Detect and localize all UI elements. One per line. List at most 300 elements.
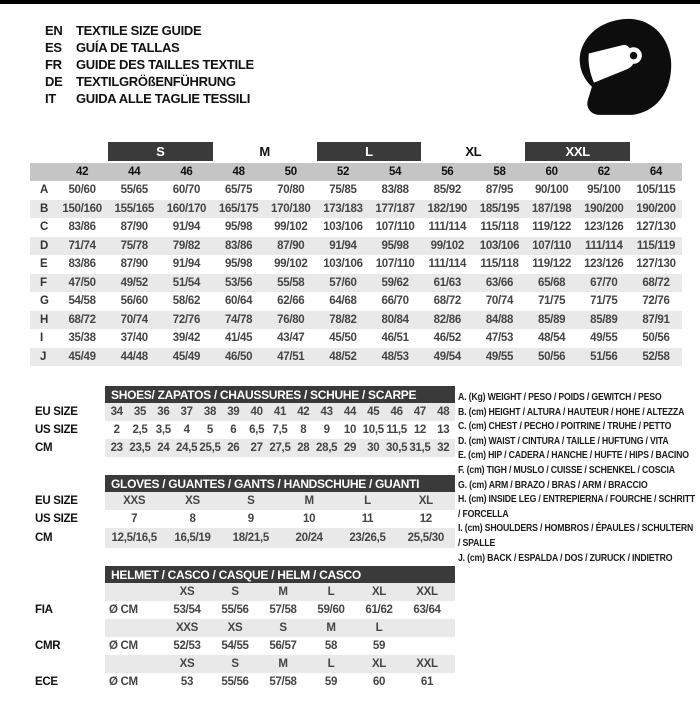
size-cell: 170/180 [271,202,311,215]
shoe-cm: 29 [343,442,357,454]
size-cell: 39/42 [172,332,201,345]
shoe-eu-size: 35 [133,406,147,418]
measurement-legend [458,391,698,566]
helmet-cm: 61/62 [365,604,393,616]
size-cell: 173/183 [323,202,363,215]
glove-size: L [364,495,371,507]
size-table-row-H [30,311,682,330]
eu-size-label: EU SIZE [35,495,78,507]
helmet-size: L [327,586,335,598]
size-cell: 44/48 [120,350,148,363]
shoe-us-size: 2,5 [132,424,148,436]
cmr-sizes-row [35,619,455,637]
lang-title: GUIDA ALLE TAGLIE TESSILI [76,91,251,106]
size-cell: 50/56 [642,332,670,345]
helmet-size: XXL [416,658,438,670]
numeric-size: 64 [649,166,663,178]
helmet-size: S [231,658,239,670]
glove-size: XS [185,495,200,507]
gloves-eu-row [35,492,455,510]
glove-cm: 25,5/30 [407,532,444,544]
shoe-cm: 30,5 [386,442,408,454]
size-cell: 71/74 [68,239,96,252]
row-label: I [40,332,43,345]
numeric-size: 44 [128,166,141,178]
size-cell: 177/187 [375,202,415,215]
lang-code: DE [45,74,63,89]
size-cell: 95/98 [381,239,409,252]
size-table-row-G [30,292,682,311]
size-cell: 165/175 [218,202,259,215]
size-cell: 45/49 [172,350,201,363]
shoe-eu-size: 47 [413,406,427,418]
numeric-size: 60 [545,166,558,178]
helmet-cm: 54/55 [221,640,249,652]
lang-title: TEXTILE SIZE GUIDE [76,23,202,38]
shoe-cm: 23 [110,442,123,454]
shoe-cm: 28,5 [316,442,338,454]
glove-us-size: 12 [419,513,432,525]
size-cell: 115/118 [480,258,519,271]
glove-size: M [304,495,314,507]
size-cell: 47/53 [485,332,514,345]
shoe-eu-size: 42 [297,406,310,418]
legend-item: F. (cm) TIGH / MUSLO / CUISSE / SCHENKEL / COSCIA [458,464,675,476]
size-cell: 84/88 [485,313,514,326]
shoe-us-size: 6,5 [249,424,265,436]
size-cell: 50/56 [537,350,566,363]
size-cell: 127/130 [636,258,676,271]
size-cell: 150/160 [62,202,102,215]
size-cell: 85/89 [537,313,566,326]
glove-us-size: 9 [247,513,254,525]
size-cell: 48/54 [537,332,566,345]
helmet-size: L [327,658,335,670]
legend-item: A. (Kg) WEIGHT / PESO / POIDS / GEWITCH / PESO [458,392,662,403]
shoe-cm: 27,5 [269,442,291,454]
size-cell: 41/45 [224,332,253,345]
glove-cm: 16,5/19 [174,532,211,544]
shoe-us-size: 2 [113,424,120,436]
shoe-us-size: 4 [183,424,190,436]
size-table-row-I [30,329,682,348]
glove-us-size: 7 [131,513,138,525]
gloves-section [35,475,455,548]
size-cell: 182/190 [427,202,468,215]
size-cell: 91/94 [329,239,357,252]
size-cell: 85/89 [590,313,618,326]
numeric-size: 54 [389,166,402,178]
shoe-eu-size: 38 [203,406,217,418]
size-cell: 103/106 [479,239,520,252]
helmet-cm: 53/54 [173,604,201,616]
size-cell: 105/115 [636,184,676,197]
helmet-size: S [279,622,287,634]
helmet-cm: 61 [420,676,434,688]
size-cell: 115/118 [480,221,519,234]
size-cell: 57/60 [329,276,357,289]
numeric-size-header [30,163,682,181]
row-label: A [40,184,49,197]
numeric-size: 58 [493,166,506,178]
size-cell: 95/98 [224,221,253,234]
helmet-cm: 60 [372,676,386,688]
legend-item: D. (cm) WAIST / CINTURA / TAILLE / HÜFTUNG / VITA [458,435,669,447]
size-cell: 75/78 [120,239,148,252]
shoe-us-size: 11,5 [386,424,407,436]
numeric-size: 52 [336,166,350,178]
shoe-us-size: 7,5 [272,424,288,436]
size-cell: 87/90 [277,239,305,252]
helmet-size: M [326,622,336,634]
size-cell: 74/78 [224,313,253,326]
size-cell: 78/82 [329,313,357,326]
glove-us-size: 11 [361,513,374,525]
col-64-spacer [630,142,682,161]
size-cell: 155/165 [114,202,154,215]
size-cell: 49/52 [120,276,148,289]
row-label: J [40,350,47,363]
shoe-us-size: 5 [206,424,214,436]
size-cell: 123/126 [584,258,624,271]
row-label: F [40,276,47,289]
helmet-cm: 57/58 [269,676,297,688]
size-cell: 190/200 [636,202,676,215]
size-cell: 65/68 [537,276,566,289]
size-cell: 71/75 [537,295,566,308]
size-cell: 51/54 [172,276,201,289]
size-cell: 107/110 [375,258,415,271]
helmet-cm: 55/56 [221,604,249,616]
size-cell: 48/52 [329,350,357,363]
textile-size-table [30,142,682,366]
shoes-section [35,386,455,457]
size-band-xl: XL [465,144,482,159]
size-table-row-B [30,200,682,219]
shoe-us-size: 6 [230,424,237,436]
lang-title: GUÍA DE TALLAS [76,40,180,55]
numeric-size: 50 [284,166,297,178]
shoe-cm: 30 [367,442,380,454]
size-cell: 87/90 [120,258,148,271]
shoe-cm: 23,5 [129,442,151,454]
shoe-cm: 24 [157,442,170,454]
size-cell: 107/110 [532,239,572,252]
size-cell: 62/66 [277,295,305,308]
size-cell: 70/74 [120,313,148,326]
size-table-row-E [30,255,682,274]
diameter-label: Ø CM [109,676,138,688]
lang-title: TEXTILGRÖßENFÜHRUNG [76,74,236,89]
size-cell: 68/72 [642,276,670,289]
helmet-size: S [231,586,239,598]
size-cell: 47/50 [68,276,96,289]
helmet-cm: 56/57 [269,640,297,652]
shoe-eu-size: 40 [250,406,263,418]
size-cell: 103/106 [323,221,363,234]
size-cell: 99/102 [274,221,308,234]
size-cell: 48/53 [381,350,409,363]
lang-code: EN [45,23,63,38]
glove-cm: 20/24 [295,532,323,544]
legend-item: B. (cm) HEIGHT / ALTURA / HAUTEUR / HÖHE / ALTEZZA [458,406,685,418]
size-cell: 111/114 [428,258,467,271]
size-cell: 56/60 [120,295,148,308]
size-cell: 83/88 [381,184,409,197]
helmet-size: XS [179,658,195,670]
size-cell: 91/94 [172,258,201,271]
size-band-l: L [317,142,421,161]
shoe-cm: 27 [250,442,263,454]
row-label: C [40,221,49,234]
letter-size-header [30,142,682,161]
size-cell: 46/52 [433,332,461,345]
lang-line-en [45,22,254,39]
size-cell: 119/122 [532,258,572,271]
shoe-eu-size: 46 [390,406,403,418]
size-cell: 54/58 [68,295,96,308]
shoe-us-size: 10 [343,424,357,436]
legend-item: H. (cm) INSIDE LEG / ENTREPIERNA / FOURCHE / SCHRITT / FORCELLA [458,494,696,520]
gloves-us-row [35,510,455,528]
shoe-eu-size: 39 [227,406,240,418]
shoe-us-size: 3,5 [155,424,171,436]
size-cell: 75/85 [329,184,357,197]
size-cell: 49/55 [590,332,618,345]
cm-label: CM [35,532,53,544]
eu-size-label: EU SIZE [35,406,78,418]
size-cell: 63/66 [485,276,514,289]
helmet-cm: 58 [324,640,338,652]
shoe-eu-size: 37 [180,406,193,418]
accessory-size-tables [35,386,455,709]
size-cell: 83/86 [224,239,253,252]
helmet-size: XS [227,622,243,634]
helmet-size: XL [371,586,387,598]
size-cell: 123/126 [584,221,624,234]
us-size-label: US SIZE [35,513,78,525]
size-cell: 80/84 [381,313,409,326]
size-cell: 76/80 [277,313,305,326]
lang-code: ES [45,40,62,55]
size-cell: 64/68 [329,295,357,308]
glove-cm: 12,5/16,5 [111,532,157,544]
row-label: H [40,313,49,326]
size-cell: 51/56 [590,350,618,363]
size-cell: 107/110 [375,221,415,234]
row-label: D [40,239,49,252]
size-cell: 115/119 [636,239,676,252]
legend-item: G. (cm) ARM / BRAZO / BRAS / ARM / BRACCIO [458,479,648,491]
size-cell: 111/114 [428,221,467,234]
cm-label: CM [35,442,53,454]
lang-line-de [45,73,254,90]
size-cell: 103/106 [323,258,363,271]
glove-size: XL [418,495,433,507]
size-cell: 60/64 [224,295,253,308]
size-cell: 37/40 [120,332,148,345]
size-cell: 46/51 [381,332,409,345]
standard-ece-label: ECE [35,676,58,688]
lang-line-it [45,90,254,107]
standard-cmr-label: CMR [35,640,61,652]
size-cell: 35/38 [68,332,96,345]
shoe-eu-size: 45 [367,406,380,418]
size-cell: 185/195 [479,202,520,215]
size-cell: 45/49 [68,350,96,363]
shoe-cm: 28 [297,442,310,454]
size-cell: 87/90 [120,221,148,234]
shoe-us-size: 13 [437,424,450,436]
size-cell: 60/70 [172,184,201,197]
helmet-cm: 52/53 [173,640,201,652]
helmet-size: XXS [175,622,199,634]
glove-us-size: 8 [189,513,196,525]
lang-line-fr [45,56,254,73]
helmet-icon [568,14,672,118]
shoes-section-title: SHOES/ ZAPATOS / CHAUSSURES / SCHUHE / SCARPE [105,386,455,403]
shoe-eu-size: 34 [110,406,123,418]
size-band-m: M [259,144,270,159]
size-table-row-D [30,237,682,256]
size-cell: 160/170 [166,202,207,215]
size-cell: 52/58 [642,350,670,363]
shoe-eu-size: 36 [157,406,170,418]
fia-sizes-row [35,583,455,601]
size-cell: 71/75 [590,295,618,308]
gloves-cm-row [35,528,455,548]
shoe-us-size: 10,5 [362,424,384,436]
helmet-size: XL [371,658,387,670]
size-table-row-C [30,218,682,237]
size-cell: 99/102 [274,258,308,271]
helmet-section-title: HELMET / CASCO / CASQUE / HELM / CASCO [105,566,455,583]
shoe-us-size: 9 [323,424,330,436]
size-cell: 61/63 [433,276,461,289]
ece-values-row [35,673,455,691]
shoe-eu-size: 48 [437,406,450,418]
legend-item: I. (cm) SHOULDERS / HOMBROS / ÉPAULES / SCHULTERN / SPALLE [458,523,694,549]
cmr-values-row [35,637,455,655]
shoe-eu-size: 41 [273,406,287,418]
fia-values-row [35,601,455,619]
glove-us-size: 10 [303,513,316,525]
numeric-size: 42 [75,166,89,178]
size-cell: 79/82 [172,239,201,252]
size-cell: 82/86 [433,313,461,326]
lang-code: FR [45,57,62,72]
size-cell: 83/86 [68,221,96,234]
size-cell: 50/60 [68,184,96,197]
shoe-cm: 24,5 [176,442,198,454]
shoes-us-row [35,421,455,439]
col-42-spacer [56,142,108,161]
gloves-section-title: GLOVES / GUANTES / GANTS / HANDSCHUHE / GUANTI [105,475,455,492]
shoe-eu-size: 43 [320,406,333,418]
row-label: B [40,202,49,215]
us-size-label: US SIZE [35,424,78,436]
size-cell: 49/54 [433,350,461,363]
size-table-row-J [30,348,682,367]
helmet-cm: 53 [180,676,194,688]
helmet-cm: 63/64 [413,604,441,616]
numeric-size: 48 [232,166,245,178]
diameter-label: Ø CM [109,640,138,652]
size-cell: 55/58 [277,276,305,289]
shoe-cm: 32 [437,442,450,454]
row-label: E [40,258,48,271]
size-cell: 68/72 [433,295,461,308]
helmet-size: L [375,622,383,634]
ece-sizes-row [35,655,455,673]
size-cell: 55/65 [120,184,148,197]
standard-fia-label: FIA [35,604,53,616]
size-cell: 187/198 [531,202,572,215]
size-cell: 68/72 [68,313,96,326]
lang-title: GUIDE DES TAILLES TEXTILE [76,57,254,72]
size-cell: 95/100 [587,184,621,197]
size-band-xxl: XXL [525,142,629,161]
helmet-size: M [278,658,288,670]
lang-line-es [45,39,254,56]
size-cell: 99/102 [430,239,464,252]
helmet-section [35,566,455,691]
glove-cm: 23/26,5 [349,532,386,544]
numeric-size: 62 [597,166,610,178]
glove-cm: 18/21,5 [232,532,269,544]
size-table-row-A [30,181,682,200]
row-label: G [40,295,49,308]
shoe-cm: 25,5 [199,442,221,454]
legend-item: J. (cm) BACK / ESPALDA / DOS / ZURÜCK / INDIETRO [458,552,673,564]
size-cell: 70/80 [277,184,305,197]
size-cell: 65/75 [224,184,253,197]
size-cell: 111/114 [585,239,623,252]
size-cell: 87/91 [642,313,670,326]
shoe-us-size: 8 [300,424,307,436]
size-cell: 70/74 [485,295,514,308]
row-label-spacer [30,142,56,161]
size-cell: 59/62 [381,276,409,289]
size-table-body [30,181,682,366]
shoe-cm: 31,5 [409,442,431,454]
size-cell: 67/70 [590,276,618,289]
size-cell: 87/95 [485,184,514,197]
helmet-cm: 59 [372,640,386,652]
image-top-border [0,0,700,4]
size-cell: 90/100 [534,184,569,197]
glove-size: S [247,495,255,507]
size-cell: 49/55 [485,350,514,363]
size-table-row-F [30,274,682,293]
shoes-cm-row [35,439,455,457]
diameter-label: Ø CM [109,604,138,616]
lang-code: IT [45,91,56,106]
helmet-cm: 57/58 [269,604,297,616]
size-cell: 85/92 [433,184,461,197]
size-cell: 45/50 [329,332,357,345]
size-cell: 83/86 [68,258,96,271]
shoe-us-size: 12 [413,424,427,436]
helmet-cm: 59 [324,676,338,688]
helmet-size: M [278,586,288,598]
size-cell: 43/47 [277,332,305,345]
numeric-size: 56 [441,166,454,178]
size-cell: 46/50 [224,350,253,363]
language-title-list [45,22,254,107]
size-cell: 119/122 [532,221,572,234]
size-cell: 58/62 [172,295,201,308]
